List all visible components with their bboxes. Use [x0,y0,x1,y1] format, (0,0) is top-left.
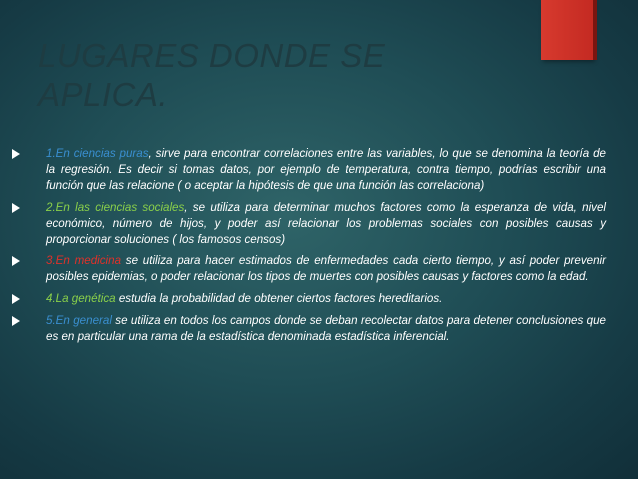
bullet-arrow-icon [12,316,20,326]
item-text: , se utiliza para determinar muchos factores como la esperanza de vida, nivel económico, número de hijos, y poder así relacionar los problemas sociales con posibles causas y proporcionar soluciones ( los famosos censos) [46,200,606,246]
list-item [10,146,606,194]
item-lead: 3.En medicina [46,254,122,268]
bullet-arrow-icon [12,256,20,266]
item-lead: 4.La genética [46,292,116,306]
bullet-arrow-icon [12,203,20,213]
item-text: se utiliza para hacer estimados de enfermedades cada cierto tiempo, y así poder prevenir posibles epidemias, o poder relacionar los tipos de muertes con posibles causas y factores como la edad. [46,254,606,284]
bullet-arrow-icon [12,294,20,304]
item-text: se utiliza en todos los campos donde se deban recolectar datos para detener conclusiones que es en particular una rama de la estadística denominada estadística inferencial. [46,314,606,344]
item-lead: 1.En ciencias puras [46,147,149,160]
list-item [10,291,606,307]
item-lead: 5.En general [46,314,112,328]
bullet-list [10,146,606,351]
list-item [10,313,606,345]
list-item [10,253,606,285]
item-text: estudia la probabilidad de obtener ciertos factores hereditarios. [115,292,443,306]
item-lead: 2.En las ciencias sociales [46,200,185,214]
accent-bar [541,0,593,60]
bullet-arrow-icon [12,149,20,159]
item-text: , sirve para encontrar correlaciones entre las variables, lo que se denomina la teoría de la regresión. Es decir si tomas datos, por ejemplo de temperatura, contra tiempo, podrías escribir una función que las relacione ( o aceptar la hipótesis de que una función las correlaciona) [46,147,606,192]
list-item [10,200,606,248]
slide-title: LUGARES DONDE SE APLICA. [38,37,386,113]
